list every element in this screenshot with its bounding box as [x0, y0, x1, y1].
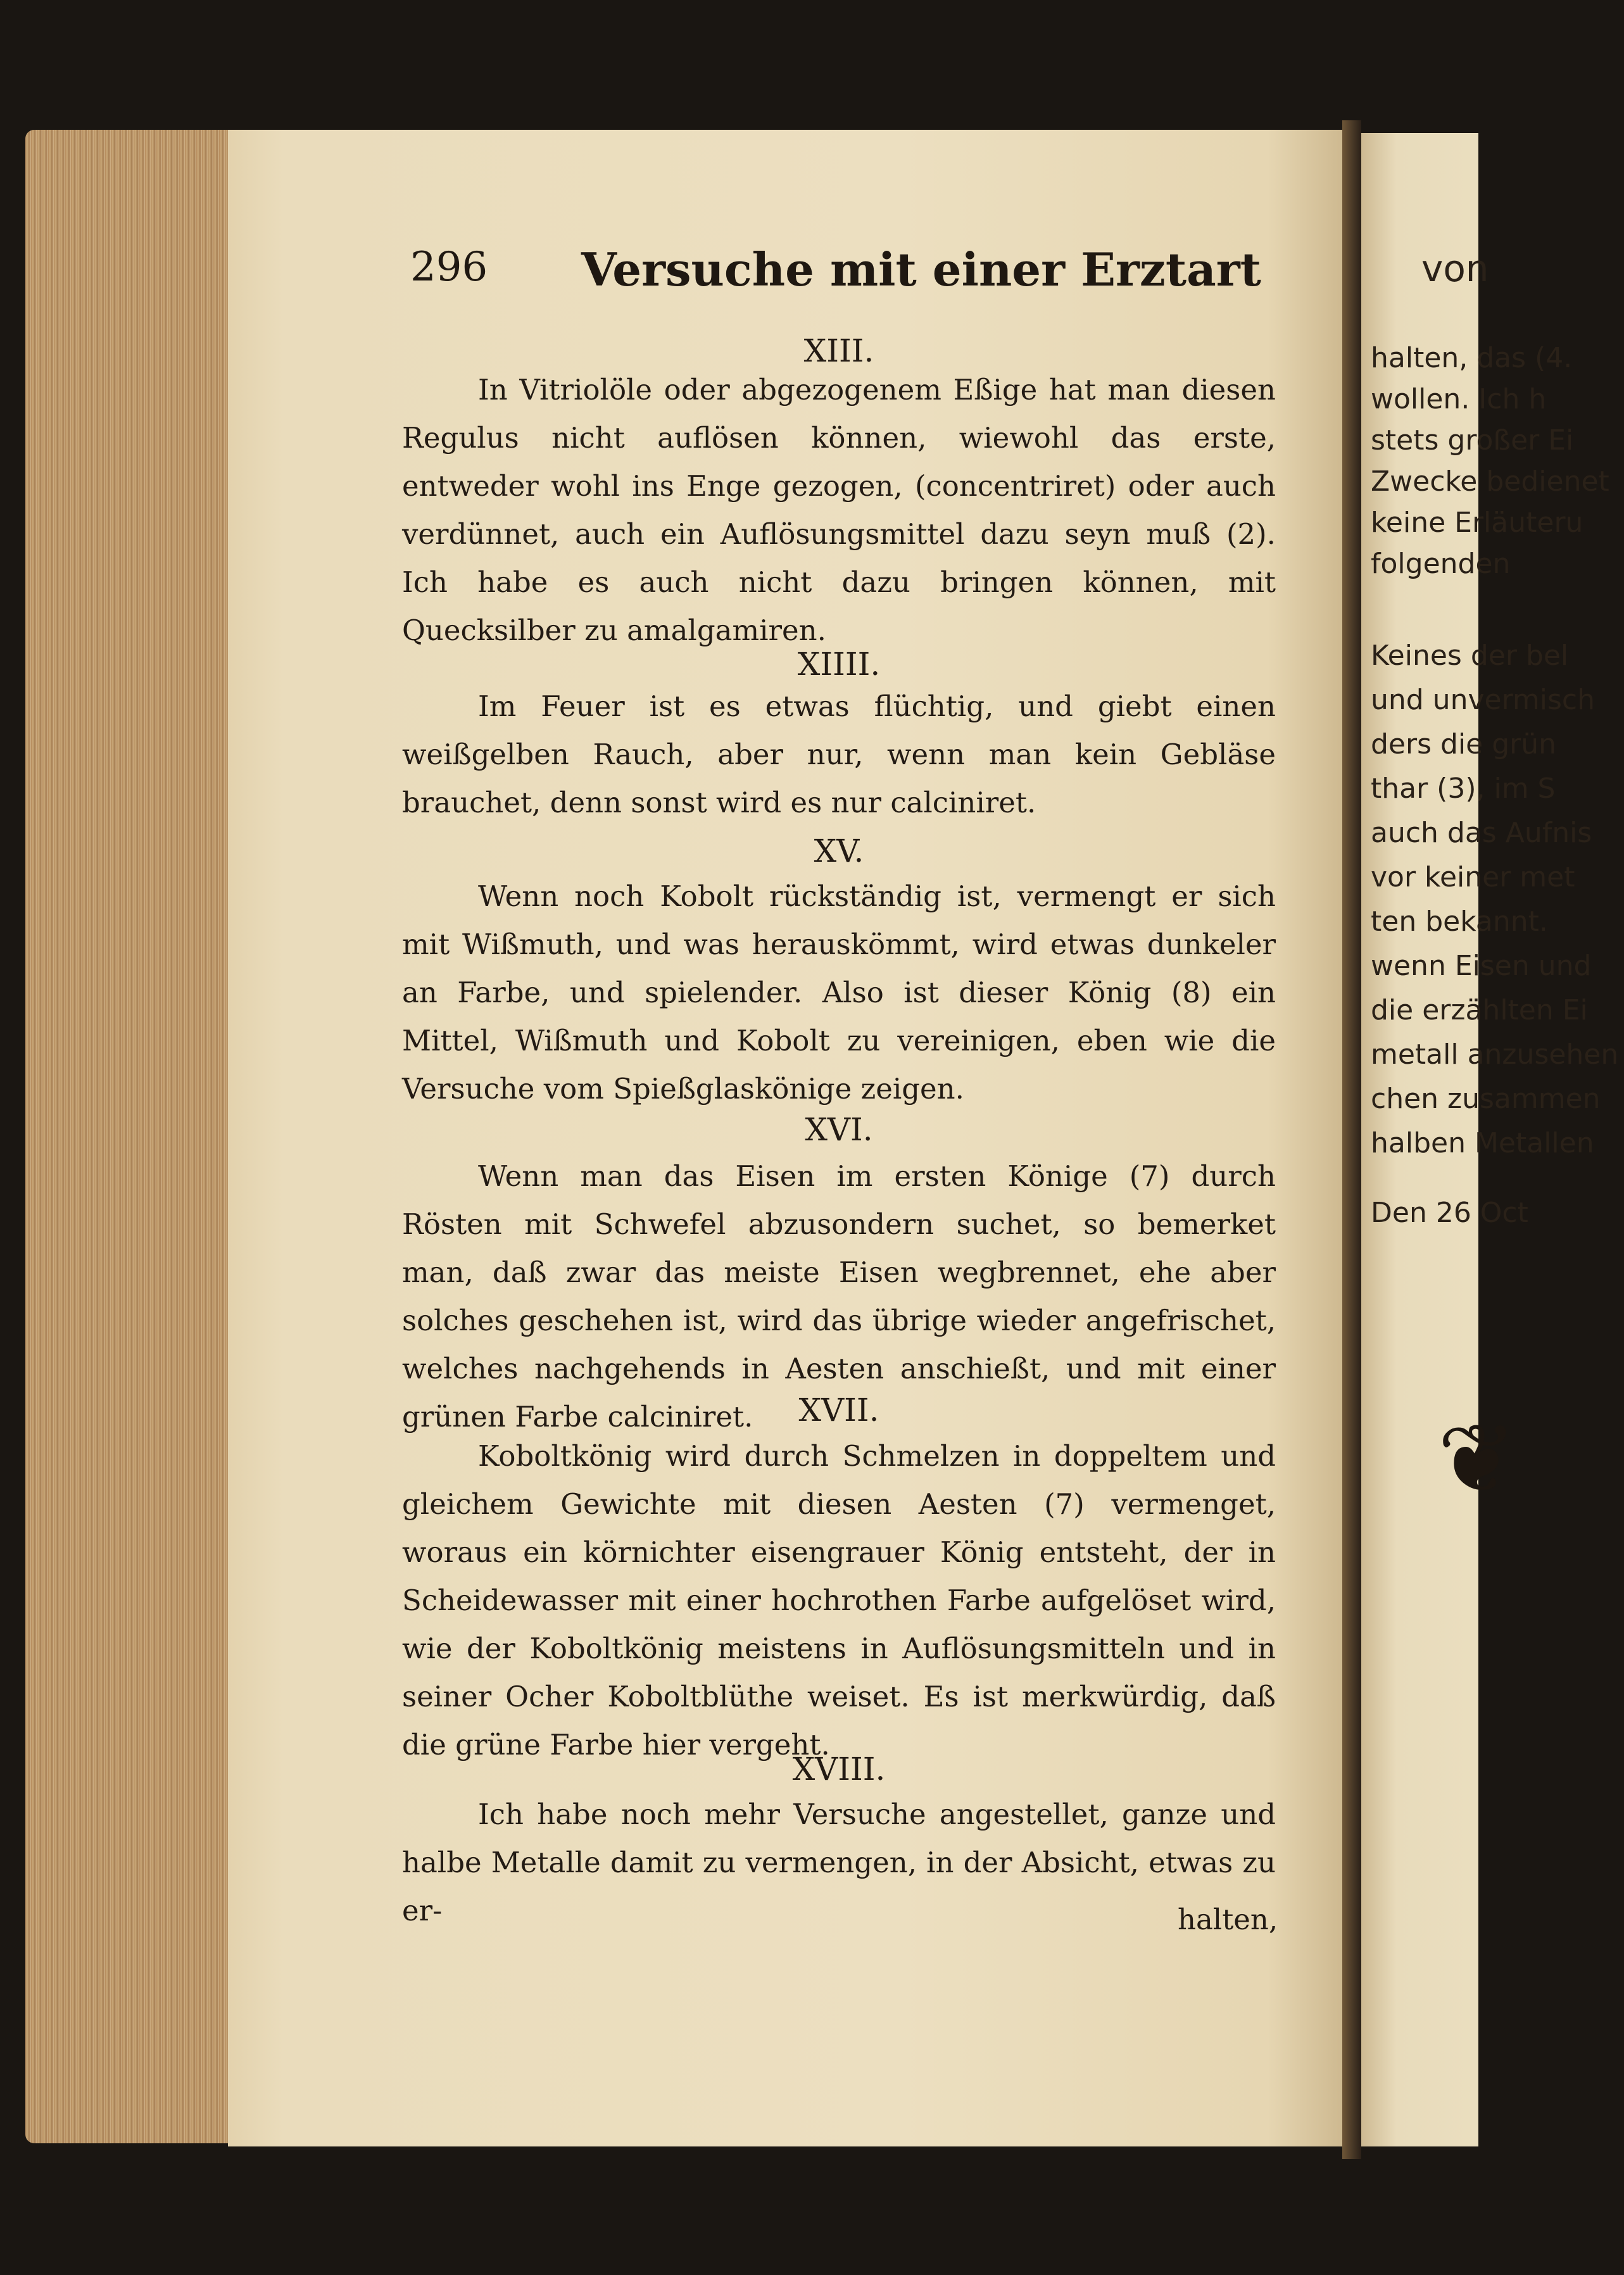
facing-line: die erzählten Ei: [1371, 994, 1588, 1026]
paragraph-13: In Vitriolöle oder abgezogenem Eßige hat man diesen Regulus nicht auflösen können, wiewohl das erste, entweder wohl ins Enge gezogen, (concentriret) oder auch verdünnet, auch ein Auflösungsmittel dazu seyn muß (2). Ich habe es auch nicht dazu bringen können, mit Quecksilber zu amalgamiren.: [402, 373, 1276, 647]
page-number: 296: [410, 244, 488, 291]
facing-line: halten, das (4.: [1371, 342, 1573, 374]
book-gutter: [1342, 120, 1361, 2159]
section-numeral-17: XVII.: [798, 1392, 879, 1428]
facing-line: von: [1421, 247, 1489, 290]
section-numeral-18: XVIII.: [792, 1751, 886, 1787]
facing-line: wollen. Ich h: [1371, 383, 1547, 415]
paragraph-17: Koboltkönig wird durch Schmelzen in doppeltem und gleichem Gewichte mit diesen Aesten (7) vermenget, woraus ein körnichter eisengrauer König entsteht, der in Scheidewasser mit einer hochrothen Farbe aufgelöset wird, wie der Koboltkönig meistens in Auflösungsmitteln und in seiner Ocher Koboltblüthe weiset. Es ist merkwürdig, daß die grüne Farbe hier vergeht.: [402, 1439, 1276, 1761]
facing-line: ten bekannt.: [1371, 905, 1548, 938]
section-numeral-15: XV.: [814, 833, 864, 869]
facing-line: Zwecke bedienet: [1371, 465, 1609, 498]
facing-line: chen zusammen: [1371, 1083, 1601, 1115]
paragraph-14: Im Feuer ist es etwas flüchtig, und giebt einen weißgelben Rauch, aber nur, wenn man kein Gebläse brauchet, denn sonst wird es nur calciniret.: [402, 690, 1276, 819]
facing-line: keine Erläuteru: [1371, 507, 1583, 539]
floral-ornament-icon: ❦: [1437, 1404, 1517, 1515]
facing-line: folgenden: [1371, 548, 1511, 580]
facing-line: thar (3), im S: [1371, 772, 1556, 805]
catchword: halten,: [1178, 1903, 1278, 1936]
facing-line: wenn Eisen und: [1371, 950, 1592, 982]
section-numeral-16: XVI.: [805, 1111, 873, 1148]
section-numeral-14: XIIII.: [797, 646, 881, 683]
facing-line: auch das Aufnis: [1371, 817, 1592, 849]
page-edges: [25, 130, 234, 2143]
facing-page: [1361, 133, 1619, 2146]
paragraph-16: Wenn man das Eisen im ersten Könige (7) durch Rösten mit Schwefel abzusondern suchet, so bemerket man, daß zwar das meiste Eisen wegbrennet, ehe aber solches geschehen ist, wird das übrige wieder angefrischet, welches nachgehends in Aesten anschießt, und mit einer grünen Farbe calciniret.: [402, 1159, 1276, 1434]
facing-line: ders die grün: [1371, 728, 1557, 760]
facing-line: und unvermisch: [1371, 684, 1595, 716]
facing-line: metall anzusehen: [1371, 1038, 1619, 1071]
page-header: [410, 244, 1297, 301]
facing-line: Den 26 Oct: [1371, 1197, 1528, 1229]
facing-line: halben Metallen: [1371, 1127, 1594, 1159]
facing-line: Keines der bel: [1371, 640, 1569, 672]
paragraph-18: Ich habe noch mehr Versuche angestellet, ganze und halbe Metalle damit zu vermengen, in der Absicht, etwas zu er-: [402, 1798, 1276, 1927]
paragraph-15: Wenn noch Kobolt rückständig ist, vermengt er sich mit Wißmuth, und was herauskömmt, wird etwas dunkeler an Farbe, und spielender. Also ist dieser König (8) ein Mittel, Wißmuth und Kobolt zu vereinigen, eben wie die Versuche vom Spießglaskönige zeigen.: [402, 879, 1276, 1106]
section-numeral-13: XIII.: [803, 332, 874, 369]
facing-line: vor keiner met: [1371, 861, 1575, 893]
running-title: Versuche mit einer Erztart: [581, 243, 1261, 296]
facing-line: stets großer Ei: [1371, 424, 1574, 457]
